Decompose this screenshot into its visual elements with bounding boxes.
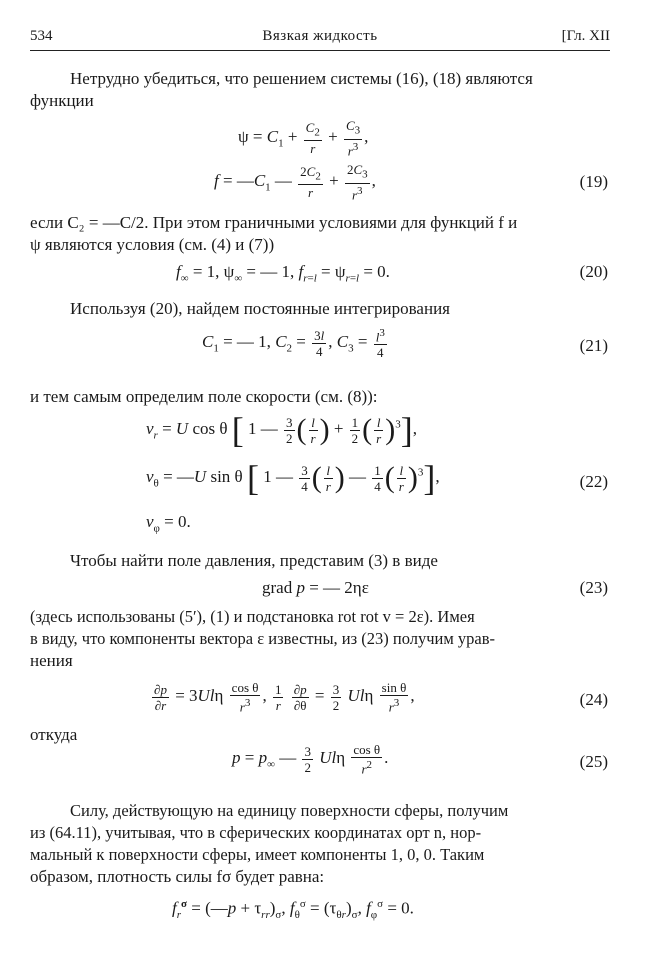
equation-number: (24)	[579, 690, 608, 709]
equation-force-density: $f_r^\sigma$ = (—p + $\tau_{rr})_\sigma$, $f_\theta^\sigma = (\tau_{\theta r})_\sigma$, $f_\varphi^\sigma = 0$.	[172, 898, 414, 922]
chapter-label: [Гл. XII	[561, 28, 610, 44]
paragraph-line: мальный к поверхности сферы, имеет компоненты 1, 0, 0. Таким	[30, 845, 485, 864]
equation-number: (22)	[579, 472, 608, 491]
paragraph-line: из (64.11), учитывая, что в сферических координатах орт n, нор-	[30, 823, 482, 842]
equation-pressure-derivatives: $\frac{\partial p}{\partial r}$ = 3Ulη $\frac{\text{cos θ}}{r^3}$ , $\frac{1}{r}$ $\frac{\partial p}{\partial\theta}$ = $\frac{3}{2}$ Ulη $\frac{\text{sin θ}}{r^3}$ ,	[154, 680, 415, 715]
equation-constants: $C_1$ = — 1, $C_2$ = $\frac{3l}{4}$ , $C_3$ = $\frac{l^3}{4}$	[202, 327, 385, 361]
equation-f: $f = —C_1$ — $\frac{2C_2}{r}$ + $\frac{2C_3}{r^3}$ ,	[214, 162, 376, 202]
paragraph-line: (здесь использованы (5′), (1) и подстановка rot rot v = 2ε). Имея	[30, 607, 475, 626]
paragraph-line: Силу, действующую на единицу поверхности сферы, получим	[70, 801, 509, 820]
equation-number: (25)	[579, 752, 608, 771]
equation-vphi: $v_\varphi = 0$.	[146, 512, 191, 535]
paragraph-line: Чтобы найти поле давления, представим (3) в виде	[70, 551, 438, 570]
equation-number: (23)	[579, 578, 608, 597]
page-number: 534	[30, 28, 53, 44]
equation-vtheta: $v_\theta$ = —U sin θ [ 1 — $\frac{3}{4}$ ( $\frac{l}{r}$ ) — $\frac{1}{4}$ ( $\frac{l}{r}$ )$^3$],	[146, 458, 440, 498]
equation-pressure: $p = p_\infty$ — $\frac{3}{2}$ Ulη $\frac{\text{cos θ}}{r^2}$ .	[232, 742, 389, 777]
running-title: Вязкая жидкость	[262, 28, 378, 44]
equation-number: (19)	[579, 172, 608, 191]
paragraph-line: ψ являются условия (см. (4) и (7))	[30, 235, 275, 254]
paragraph-line: Используя (20), найдем постоянные интегрирования	[70, 299, 450, 318]
paragraph-line: в виду, что компоненты вектора ε известны, из (23) получим урав-	[30, 629, 496, 648]
page-header	[30, 28, 610, 51]
paragraph-line: образом, плотность силы fσ будет равна:	[30, 867, 325, 886]
paragraph-line: функции	[30, 91, 94, 110]
equation-number: (21)	[579, 336, 608, 355]
paragraph-line: нения	[30, 651, 73, 670]
equation-boundary: $f_\infty = 1$, $\psi_\infty$ = — 1, $f_{r=l} = \psi_{r=l} = 0$.	[176, 262, 390, 285]
equation-grad: grad p = — 2ηε	[262, 578, 369, 597]
equation-number: (20)	[579, 262, 608, 281]
paragraph-line: если C₂ = —C/2. При этом граничными условиями для функций f и	[30, 213, 518, 232]
paragraph-line: и тем самым определим поле скорости (см. (8)):	[30, 387, 378, 406]
paragraph-line: откуда	[30, 725, 78, 744]
equation-vr: $v_r = U$ cos θ [ 1 — $\frac{3}{2}$ ( $\frac{l}{r}$ ) + $\frac{1}{2}$ ( $\frac{l}{r}$ )$^3$],	[146, 410, 417, 450]
equation-psi: $\psi = C_1$ + $\frac{C_2}{r}$ + $\frac{C_3}{r^3}$ ,	[238, 118, 369, 158]
paragraph-line: Нетрудно убедиться, что решением системы (16), (18) являются	[70, 69, 533, 88]
